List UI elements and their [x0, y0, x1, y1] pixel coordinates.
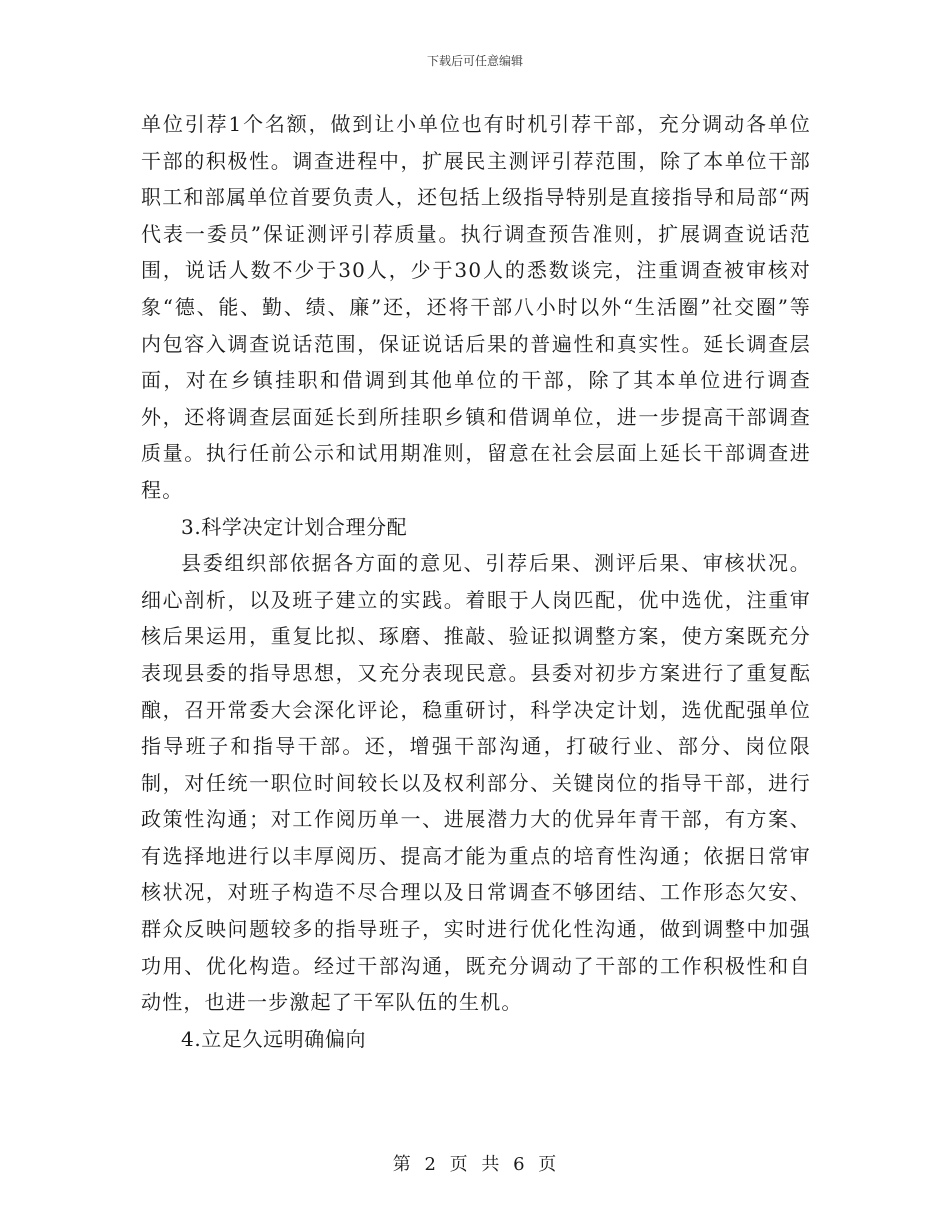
body-paragraph-section-3: 县委组织部依据各方面的意见、引荐后果、测评后果、审核状况。细心剖析，以及班子建立的实践。着眼于人岗匹配，优中选优，注重审核后果运用，重复比拟、琢磨、推敲、验证拟调整方案，使方案既充分表现县委的指导思想，又充分表现民意。县委对初步方案进行了重复酝酿，召开常委大会深化评论，稳重研讨，科学决定计划，选优配强单位指导班子和指导干部。还，增强干部沟通，打破行业、部分、岗位限制，对任统一职位时间较长以及权利部分、关键岗位的指导干部，进行政策性沟通；对工作阅历单一、进展潜力大的优异年青干部，有方案、有选择地进行以丰厚阅历、提高才能为重点的培育性沟通；依据日常审核状况，对班子构造不尽合理以及日常调查不够团结、工作形态欠安、群众反映问题较多的指导班子，实时进行优化性沟通，做到调整中加强功用、优化构造。经过干部沟通，既充分调动了干部的工作积极性和自动性，也进一步激起了干军队伍的生机。: [141, 551, 811, 1015]
page-prefix: 第: [392, 1154, 412, 1175]
total-word: 共: [481, 1154, 501, 1175]
section-heading-3: 3.科学决定计划合理分配: [181, 514, 408, 539]
section-heading-4: 4.立足久远明确偏向: [181, 1026, 367, 1051]
page-suffix: 页: [538, 1154, 558, 1175]
total-pages-number: 6: [513, 1154, 526, 1175]
current-page-number: 2: [424, 1154, 437, 1175]
body-paragraph-continuation: 单位引荐1个名额，做到让小单位也有时机引荐干部，充分调动各单位干部的积极性。调查进程中，扩展民主测评引荐范围，除了本单位干部职工和部属单位首要负责人，还包括上级指导特别是直接指导和局部“两代表一委员”保证测评引荐质量。执行调查预告准则，扩展调查说话范围，说话人数不少于30人，少于30人的悉数谈完，注重调查被审核对象“德、能、勤、绩、廉”还，还将干部八小时以外“生活圈”社交圈”等内包容入调查说话范围，保证说话后果的普遍性和真实性。延长调查层面，对在乡镇挂职和借调到其他单位的干部，除了其本单位进行调查外，还将调查层面延长到所挂职乡镇和借调单位，进一步提高干部调查质量。执行任前公示和试用期准则，留意在社会层面上延长干部调查进程。: [141, 112, 811, 502]
page-header: 下载后可任意编辑: [426, 54, 523, 68]
page-footer: [0, 1153, 950, 1177]
document-body: [141, 106, 811, 1057]
page-word: 页: [449, 1154, 469, 1175]
